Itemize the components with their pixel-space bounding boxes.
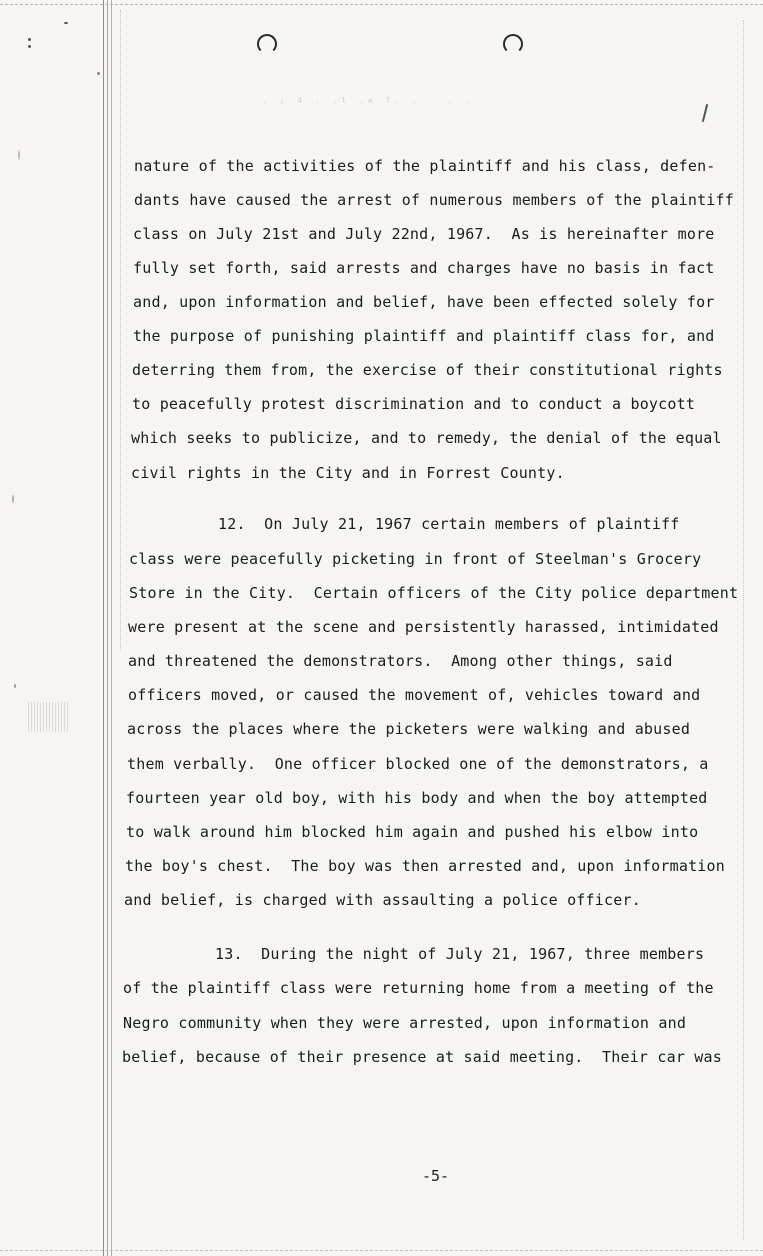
- margin-speck: [64, 22, 68, 24]
- text-line: the purpose of punishing plaintiff and plaintiff class for, and: [133, 327, 715, 345]
- paragraph-12-start: 12. On July 21, 1967 certain members of plaintiff: [218, 515, 680, 533]
- text-line: civil rights in the City and in Forrest County.: [131, 464, 565, 482]
- text-line: them verbally. One officer blocked one of the demonstrators, a: [127, 755, 709, 773]
- text-line: Negro community when they were arrested, upon information and: [123, 1014, 687, 1032]
- text-line: officers moved, or caused the movement of, vehicles toward and: [128, 686, 701, 704]
- text-line: to walk around him blocked him again and pushed his elbow into: [126, 823, 699, 841]
- text-line: the boy's chest. The boy was then arrested and, upon information: [125, 857, 725, 875]
- binder-hole: [257, 34, 277, 54]
- text-line: and, upon information and belief, have been effected solely for: [133, 293, 715, 311]
- pen-mark: [702, 104, 708, 122]
- bleed-through-text: . ; 4 . .l .a ?. . . . .: [262, 96, 474, 105]
- margin-speck: [28, 45, 31, 48]
- text-line: class were peacefully picketing in front of Steelman's Grocery: [129, 550, 702, 568]
- page-edge-top: [0, 4, 763, 5]
- page-edge-bottom: [0, 1250, 763, 1251]
- text-line: to peacefully protest discrimination and to conduct a boycott: [132, 395, 696, 413]
- text-line: fourteen year old boy, with his body and when the boy attempted: [126, 789, 708, 807]
- text-line: were present at the scene and persistently harassed, intimidated: [128, 618, 719, 636]
- text-line: deterring them from, the exercise of their constitutional rights: [132, 361, 723, 379]
- text-line: and threatened the demonstrators. Among other things, said: [128, 652, 673, 670]
- margin-smudge: [28, 702, 68, 732]
- page-number: -5-: [422, 1167, 450, 1185]
- margin-speck: [97, 72, 100, 75]
- margin-speck: [18, 150, 20, 160]
- text-line: which seeks to publicize, and to remedy, the denial of the equal: [131, 429, 722, 447]
- text-line: belief, because of their presence at said meeting. Their car was: [122, 1048, 722, 1066]
- right-margin-line: [743, 20, 744, 1240]
- text-line: Store in the City. Certain officers of the City police department: [129, 584, 739, 602]
- text-line: fully set forth, said arrests and charges have no basis in fact: [133, 259, 715, 277]
- margin-speck: [12, 495, 14, 503]
- binder-hole: [503, 34, 523, 54]
- text-line: across the places where the picketers were walking and abused: [127, 720, 691, 738]
- left-margin-line: [111, 0, 112, 1256]
- text-line: class on July 21st and July 22nd, 1967. As is hereinafter more: [133, 225, 715, 243]
- text-line: nature of the activities of the plaintiff and his class, defen-: [134, 157, 716, 175]
- margin-speck: [28, 38, 31, 41]
- paragraph-13-start: 13. During the night of July 21, 1967, three members: [215, 945, 705, 963]
- text-line: dants have caused the arrest of numerous members of the plaintiff: [134, 191, 734, 209]
- margin-speck: [14, 684, 16, 688]
- left-margin-line: [103, 0, 104, 1256]
- left-margin-line: [120, 10, 121, 650]
- text-line: of the plaintiff class were returning home from a meeting of the: [123, 979, 714, 997]
- left-margin-line: [107, 0, 108, 1256]
- text-line: and belief, is charged with assaulting a police officer.: [124, 891, 641, 909]
